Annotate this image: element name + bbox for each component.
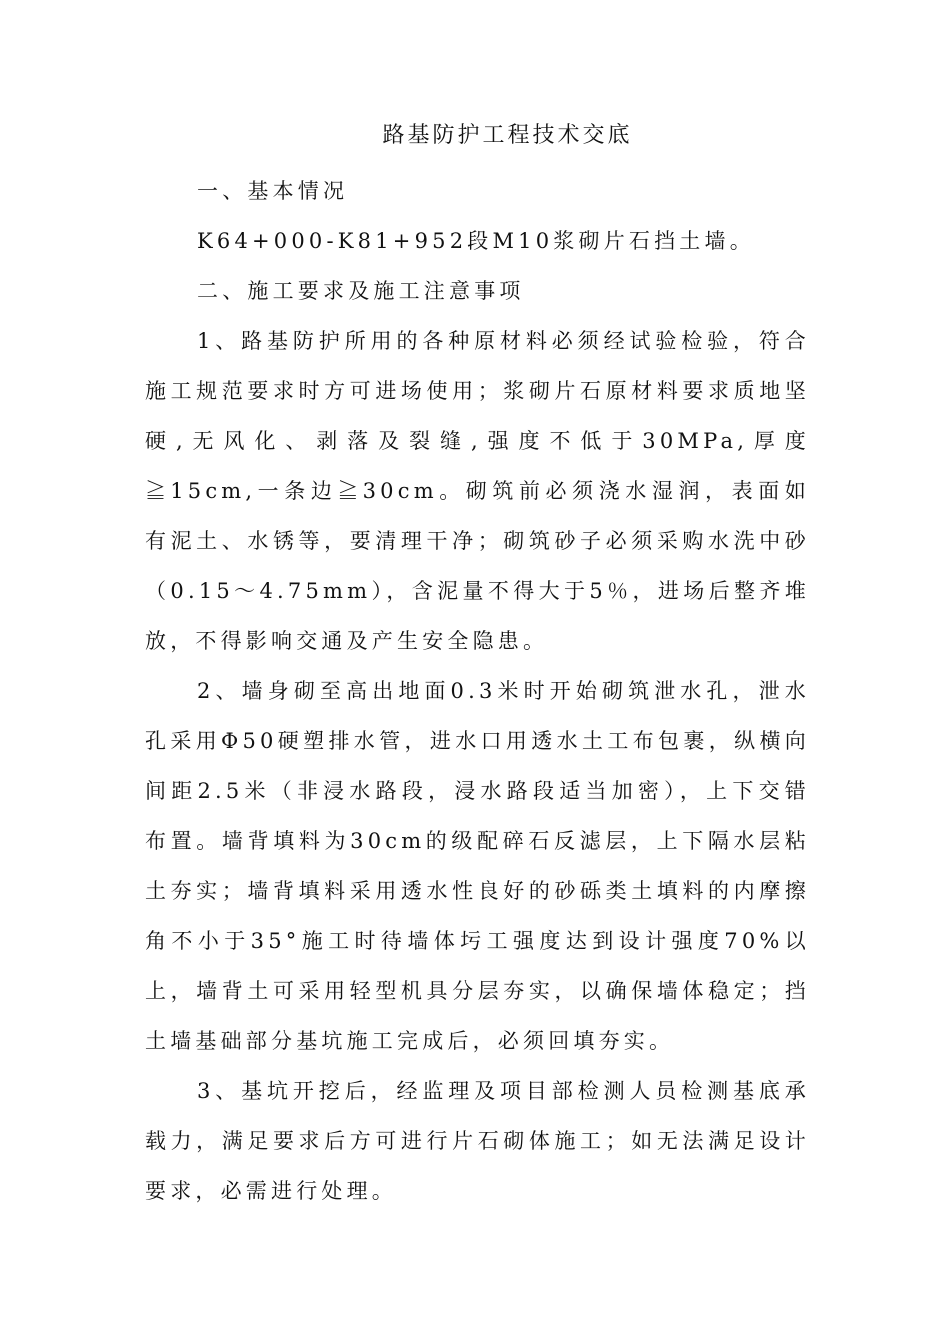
paragraph-item-3: 3、基坑开挖后，经监理及项目部检测人员检测基底承载力，满足要求后方可进行片石砌体施工；如无法满足设计要求，必需进行处理。 [145,1079,810,1203]
paragraph-item-1: 1、路基防护所用的各种原材料必须经试验检验，符合施工规范要求时方可进场使用；浆砌片石原材料要求质地坚硬,无风化、剥落及裂缝,强度不低于30MPa,厚度≧15cm,一条边≧30cm。砌筑前必须浇水湿润，表面如有泥土、水锈等，要清理干净；砌筑砂子必须采购水洗中砂（0.15～4.75mm），含泥量不得大于5％，进场后整齐堆放，不得影响交通及产生安全隐患。 [145,329,810,653]
document-body [145,166,810,1216]
paragraph-item-2: 2、墙身砌至高出地面0.3米时开始砌筑泄水孔，泄水孔采用Φ50硬塑排水管，进水口用透水土工布包裹，纵横向间距2.5米（非浸水路段，浸水路段适当加密），上下交错布置。墙背填料为30cm的级配碎石反滤层，上下隔水层粘土夯实；墙背填料采用透水性良好的砂砾类土填料的内摩擦角不小于35°施工时待墙体圬工强度达到设计强度70%以上，墙背土可采用轻型机具分层夯实，以确保墙体稳定；挡土墙基础部分基坑施工完成后，必须回填夯实。 [145,679,810,1053]
section-heading-basic-info: 一、基本情况 [197,179,349,203]
paragraph-project-scope: K64+000-K81+952段M10浆砌片石挡土墙。 [197,229,755,253]
section-heading-requirements: 二、施工要求及施工注意事项 [197,279,525,303]
document-title: 路基防护工程技术交底 [382,123,633,148]
